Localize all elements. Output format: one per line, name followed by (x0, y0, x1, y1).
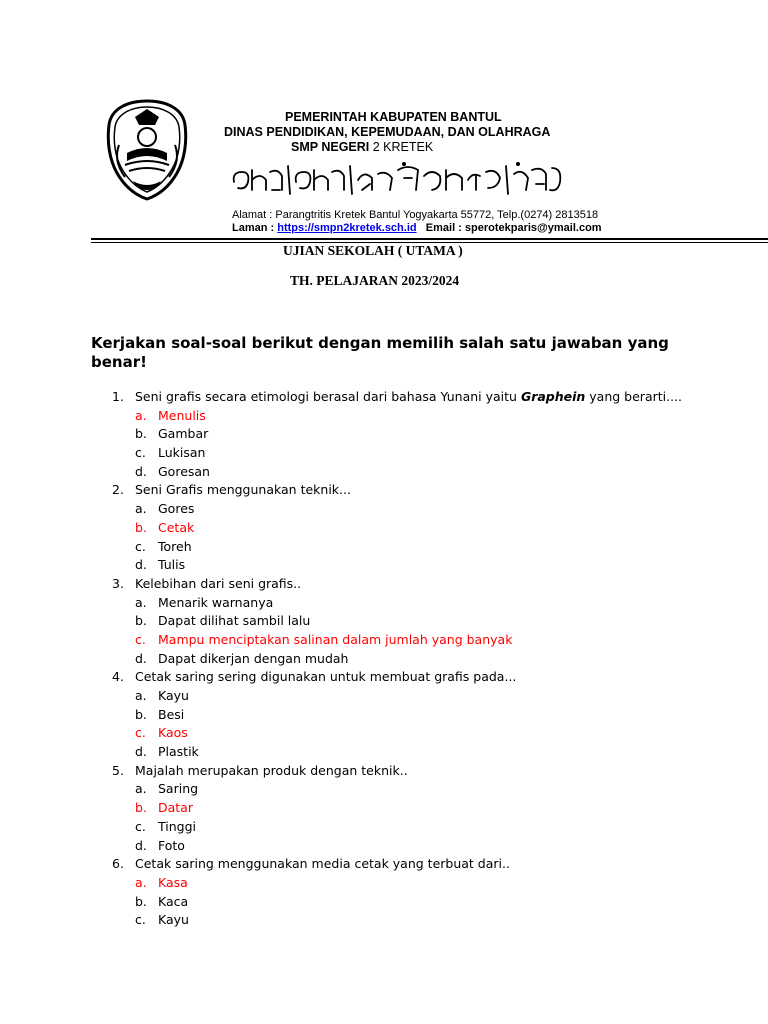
option-text: Lukisan (158, 445, 206, 461)
option-letter: a. (135, 594, 147, 610)
option-letter: c. (135, 912, 146, 928)
question-item (0, 855, 768, 874)
option-text: Kasa (158, 874, 188, 890)
option-letter: b. (135, 426, 147, 442)
option-letter: a. (135, 781, 147, 797)
option-letter: c. (135, 725, 146, 741)
option-letter: b. (135, 706, 147, 722)
option-text: Gores (158, 501, 195, 517)
question-number: 3. (112, 575, 124, 591)
question-text-part: Cetak saring sering digunakan untuk membuat grafis pada... (135, 669, 517, 685)
option-letter: d. (135, 744, 147, 760)
question-text (135, 668, 516, 687)
option-letter: d. (135, 463, 147, 479)
option-letter: a. (135, 407, 147, 423)
question-item (0, 481, 768, 500)
question-text (135, 762, 408, 781)
answer-option[interactable] (0, 837, 768, 856)
question-text-part: Cetak saring menggunakan media cetak yang terbuat dari.. (135, 856, 510, 872)
option-text: Plastik (158, 744, 199, 760)
header-address: Alamat : Parangtritis Kretek Bantul Yogyakarta 55772, Telp.(0274) 2813518 (232, 209, 599, 221)
answer-option[interactable] (0, 687, 768, 706)
option-text: Datar (158, 800, 193, 816)
question-item (0, 575, 768, 594)
question-text (135, 481, 351, 500)
question-number: 2. (112, 482, 124, 498)
option-letter: c. (135, 631, 146, 647)
option-letter: a. (135, 501, 147, 517)
question-number: 6. (112, 856, 124, 872)
option-letter: c. (135, 818, 146, 834)
header-school-name: SMP NEGERI (291, 140, 370, 154)
answer-option-correct[interactable] (0, 799, 768, 818)
option-letter: d. (135, 650, 147, 666)
option-text: Kaos (158, 725, 188, 741)
option-text: Dapat dilihat sambil lalu (158, 613, 311, 629)
question-number: 1. (112, 389, 124, 404)
email-address: sperotekparis@ymail.com (464, 222, 602, 234)
answer-option[interactable] (0, 818, 768, 837)
answer-option[interactable] (0, 425, 768, 444)
option-letter: b. (135, 893, 147, 909)
option-letter: d. (135, 557, 147, 573)
question-emphasis: Graphein (520, 389, 586, 404)
website-label: Laman : (232, 222, 278, 234)
question-text (135, 575, 301, 594)
answer-option[interactable] (0, 556, 768, 575)
header-school (291, 140, 433, 154)
option-letter: b. (135, 613, 147, 629)
option-text: Tulis (158, 557, 186, 573)
question-text (135, 855, 510, 874)
option-text: Besi (158, 706, 185, 722)
question-text-part: yang berarti.... (585, 389, 683, 404)
answer-option[interactable] (0, 538, 768, 557)
header-department: DINAS PENDIDIKAN, KEPEMUDAAN, DAN OLAHRAGA (224, 125, 551, 139)
answer-option-correct[interactable] (0, 407, 768, 426)
question-text-part: Seni Grafis menggunakan teknik... (135, 482, 351, 498)
option-text: Mampu menciptakan salinan dalam jumlah yang banyak (158, 631, 513, 647)
question-text-part: Kelebihan dari seni grafis.. (135, 575, 302, 591)
question-number: 5. (112, 762, 124, 778)
option-letter: c. (135, 538, 146, 554)
answer-option[interactable] (0, 612, 768, 631)
answer-option-correct[interactable] (0, 724, 768, 743)
header-divider-thick (91, 238, 768, 240)
option-letter: a. (135, 688, 147, 703)
answer-option-correct[interactable] (0, 874, 768, 893)
answer-option-correct[interactable] (0, 631, 768, 650)
answer-option[interactable] (0, 650, 768, 669)
website-link[interactable]: https://smpn2kretek.sch.id (277, 222, 417, 234)
question-item (0, 668, 768, 687)
answer-option[interactable] (0, 444, 768, 463)
answer-option[interactable] (0, 893, 768, 912)
option-letter: c. (135, 445, 146, 461)
question-text (135, 388, 682, 407)
answer-option[interactable] (0, 706, 768, 725)
header-contact (232, 222, 602, 234)
header-government: PEMERINTAH KABUPATEN BANTUL (285, 110, 502, 124)
instruction-text: Kerjakan soal-soal berikut dengan memilih salah satu jawaban yang benar! (91, 334, 669, 371)
option-letter: b. (135, 800, 147, 816)
option-text: Gambar (158, 426, 209, 442)
answer-option[interactable] (0, 743, 768, 762)
email-label: Email : (416, 222, 465, 234)
option-text: Dapat dikerjan dengan mudah (158, 650, 349, 666)
answer-option[interactable] (0, 463, 768, 482)
option-text: Kaca (158, 893, 189, 909)
option-text: Tinggi (158, 818, 196, 834)
option-text: Kayu (158, 912, 189, 928)
option-text: Saring (158, 781, 199, 797)
answer-option[interactable] (0, 500, 768, 519)
option-text: Goresan (158, 463, 210, 479)
bantul-regency-emblem-icon (97, 95, 197, 202)
option-letter: a. (135, 874, 147, 890)
option-text: Menulis (158, 407, 206, 423)
question-number: 4. (112, 669, 124, 685)
option-text: Menarik warnanya (158, 594, 274, 610)
question-text-part: Seni grafis secara etimologi berasal dari bahasa Yunani yaitu (135, 389, 521, 404)
javanese-script-header (228, 156, 568, 200)
exam-year: TH. PELAJARAN 2023/2024 (290, 273, 460, 288)
answer-option[interactable] (0, 780, 768, 799)
answer-option[interactable] (0, 594, 768, 613)
option-text: Kayu (158, 688, 189, 703)
answer-option[interactable] (0, 911, 768, 930)
option-text: Cetak (158, 519, 195, 535)
question-item (0, 762, 768, 781)
answer-option-correct[interactable] (0, 519, 768, 538)
question-list (0, 388, 768, 930)
question-item (0, 388, 768, 407)
option-letter: b. (135, 519, 147, 535)
option-text: Foto (158, 837, 185, 853)
option-letter: d. (135, 837, 147, 853)
question-text-part: Majalah merupakan produk dengan teknik.. (135, 762, 408, 778)
header-school-number: 2 KRETEK (369, 140, 434, 154)
exam-title: UJIAN SEKOLAH ( UTAMA ) (283, 243, 463, 258)
option-text: Toreh (158, 538, 192, 554)
